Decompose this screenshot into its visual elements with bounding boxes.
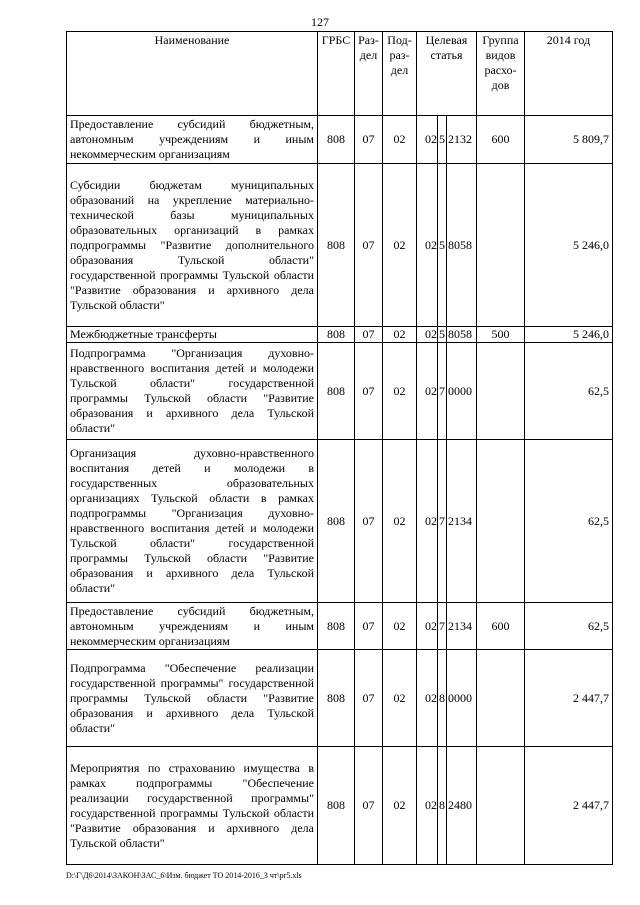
target-code-item-cell: 2134 [447,603,477,650]
amount-2014-cell: 2 447,7 [525,650,613,747]
target-code-subprogram-cell: 7 [438,343,447,440]
target-code-program-cell: 02 [417,343,438,440]
expense-group-cell [477,747,525,865]
header-name: Наименование [67,32,318,116]
razdel-cell: 07 [355,747,383,865]
target-code-program-cell: 02 [417,327,438,343]
table-row [67,440,613,603]
target-code-program-cell: 02 [417,603,438,650]
target-code-subprogram-cell: 7 [438,603,447,650]
target-code-item-cell: 0000 [447,343,477,440]
target-code-subprogram-cell: 7 [438,440,447,603]
target-code-subprogram-cell: 8 [438,650,447,747]
amount-2014-cell: 62,5 [525,343,613,440]
expense-group-cell [477,343,525,440]
table-row [67,164,613,327]
budget-table [66,31,613,865]
file-path-footer: D:\Г\Д6\2014\ЗАКОН\ЗАС_6\Изм. бюджет ТО 2014-2016_3 чт\pr5.xls [66,871,302,880]
header-grbs: ГРБС [318,32,355,116]
target-code-program-cell: 02 [417,164,438,327]
target-code-program-cell: 02 [417,116,438,164]
amount-2014-cell: 5 246,0 [525,327,613,343]
target-code-subprogram-cell: 5 [438,116,447,164]
razdel-cell: 07 [355,343,383,440]
header-podrazdel: Под- раз- дел [383,32,417,116]
table-row [67,343,613,440]
expense-group-cell: 600 [477,603,525,650]
header-razdel: Раз- дел [355,32,383,116]
table-row [67,603,613,650]
expense-group-cell [477,650,525,747]
razdel-cell: 07 [355,440,383,603]
grbs-cell: 808 [318,747,355,865]
row-name-cell: Мероприятия по страхованию имущества в рамках подпрограммы "Обеспечение реализации государственной программы" государственной программы Тульской области "Развитие образования и архивного дела Тульской области" [67,747,318,865]
amount-2014-cell: 2 447,7 [525,747,613,865]
row-name-cell: Предоставление субсидий бюджетным, автономным учреждениям и иным некоммерческим организациям [67,603,318,650]
target-code-subprogram-cell: 8 [438,747,447,865]
grbs-cell: 808 [318,650,355,747]
razdel-cell: 07 [355,164,383,327]
expense-group-cell: 500 [477,327,525,343]
razdel-cell: 07 [355,650,383,747]
grbs-cell: 808 [318,164,355,327]
header-expense-group: Группа видов расхо- дов [477,32,525,116]
row-name-cell: Организация духовно-нравственного воспитания детей и молодежи в государственных образовательных организациях Тульской области в рамках подпрограммы "Организация духовно-нравственного воспитания детей и молодежи Тульской области" государственной программы Тульской области "Развитие образования и архивного дела Тульской области" [67,440,318,603]
target-code-item-cell: 8058 [447,164,477,327]
target-code-item-cell: 8058 [447,327,477,343]
razdel-cell: 07 [355,603,383,650]
row-name-cell: Предоставление субсидий бюджетным, автономным учреждениям и иным некоммерческим организациям [67,116,318,164]
podrazdel-cell: 02 [383,164,417,327]
grbs-cell: 808 [318,116,355,164]
row-name-cell: Подпрограмма "Организация духовно-нравственного воспитания детей и молодежи Тульской области" государственной программы Тульской области "Развитие образования и архивного дела Тульской области" [67,343,318,440]
table-row [67,747,613,865]
table-row [67,327,613,343]
expense-group-cell [477,164,525,327]
grbs-cell: 808 [318,603,355,650]
podrazdel-cell: 02 [383,650,417,747]
amount-2014-cell: 62,5 [525,440,613,603]
grbs-cell: 808 [318,440,355,603]
row-name-cell: Межбюджетные трансферты [67,327,318,343]
table-row [67,116,613,164]
table-row [67,650,613,747]
grbs-cell: 808 [318,343,355,440]
row-name-cell: Подпрограмма "Обеспечение реализации государственной программы" государственной программы Тульской области "Развитие образования и архивного дела Тульской области" [67,650,318,747]
podrazdel-cell: 02 [383,116,417,164]
podrazdel-cell: 02 [383,440,417,603]
expense-group-cell: 600 [477,116,525,164]
target-code-item-cell: 0000 [447,650,477,747]
page-number: 127 [311,15,329,29]
header-row [67,32,613,116]
target-code-subprogram-cell: 5 [439,327,445,341]
row-name-cell: Субсидии бюджетам муниципальных образований на укрепление материально-технической базы муниципальных образовательных организаций в рамках подпрограммы "Развитие дополнительного образования Тульской области" государственной программы Тульской области "Развитие образования и архивного дела Тульской области" [67,164,318,327]
target-code-program-cell: 02 [417,440,438,603]
podrazdel-cell: 02 [383,747,417,865]
podrazdel-cell: 02 [383,603,417,650]
amount-2014-cell: 5 809,7 [525,116,613,164]
razdel-cell: 07 [355,327,383,343]
amount-2014-cell: 62,5 [525,603,613,650]
target-code-program-cell: 02 [417,747,438,865]
podrazdel-cell: 02 [383,343,417,440]
target-code-subprogram-cell: 5 [438,164,447,327]
target-code-item-cell: 2134 [447,440,477,603]
target-code-item-cell: 2132 [447,116,477,164]
expense-group-cell [477,440,525,603]
target-code-program-cell: 02 [417,650,438,747]
podrazdel-cell: 02 [383,327,417,343]
header-year-2014: 2014 год [525,32,613,116]
header-target-article: Целевая статья [417,32,477,116]
amount-2014-cell: 5 246,0 [525,164,613,327]
grbs-cell: 808 [318,327,355,343]
razdel-cell: 07 [355,116,383,164]
target-code-item-cell: 2480 [447,747,477,865]
